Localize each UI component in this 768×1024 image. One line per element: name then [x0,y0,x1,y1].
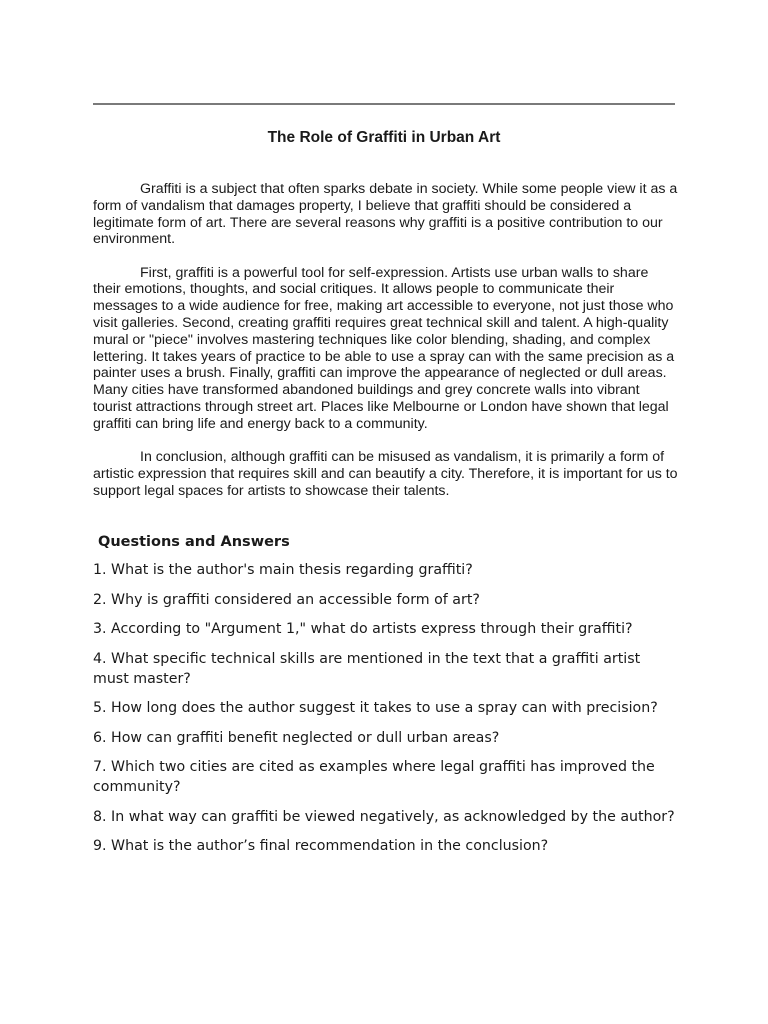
questions-heading: Questions and Answers [98,534,290,550]
body-paragraph: First, graffiti is a powerful tool for self-expression. Artists use urban walls to share their emotions, thoughts, and social critiques. It allows people to communicate their messages to a wide audience for free, making art accessible to everyone, not just those who visit galleries. Second, creating graffiti requires great technical skill and talent. A high-quality mural or "piece" involves mastering techniques like color blending, shading, and complex lettering. It takes years of practice to be able to use a spray can with the same precision as a painter uses a brush. Finally, graffiti can improve the appearance of neglected or dull areas. Many cities have transformed abandoned buildings and grey concrete walls into vibrant tourist attractions through street art. Places like Melbourne or London have shown that legal graffiti can bring life and energy back to a community. [93,264,675,432]
question-item-8: 8. In what way can graffiti be viewed negatively, as acknowledged by the author? [93,808,675,825]
questions-section [93,532,678,866]
question-item-9: 9. What is the author’s final recommendation in the conclusion? [93,838,549,854]
question-item-5: 5. How long does the author suggest it takes to use a spray can with precision? [93,700,658,716]
question-item-4: 4. What specific technical skills are mentioned in the text that a graffiti artist must master? [93,650,641,687]
top-horizontal-rule [93,103,675,105]
question-item-3: 3. According to "Argument 1," what do artists express through their graffiti? [93,621,633,637]
intro-paragraph: Graffiti is a subject that often sparks debate in society. While some people view it as a form of vandalism that damages property, I believe that graffiti should be considered a legitimate form of art. There are several reasons why graffiti is a positive contribution to our environment. [93,181,678,248]
essay-body [93,181,678,516]
questions-list [93,560,678,856]
question-item-7: 7. Which two cities are cited as examples where legal graffiti has improved the community? [93,759,655,795]
question-item-1: 1. What is the author's main thesis regarding graffiti? [93,562,473,578]
question-item-2: 2. Why is graffiti considered an accessible form of art? [93,591,480,608]
document-title: The Role of Graffiti in Urban Art [267,129,501,146]
question-item-6: 6. How can graffiti benefit neglected or dull urban areas? [93,729,500,746]
conclusion-paragraph: In conclusion, although graffiti can be misused as vandalism, it is primarily a form of artistic expression that requires skill and can beautify a city. Therefore, it is important for us to support legal spaces for artists to showcase their talents. [93,449,678,499]
